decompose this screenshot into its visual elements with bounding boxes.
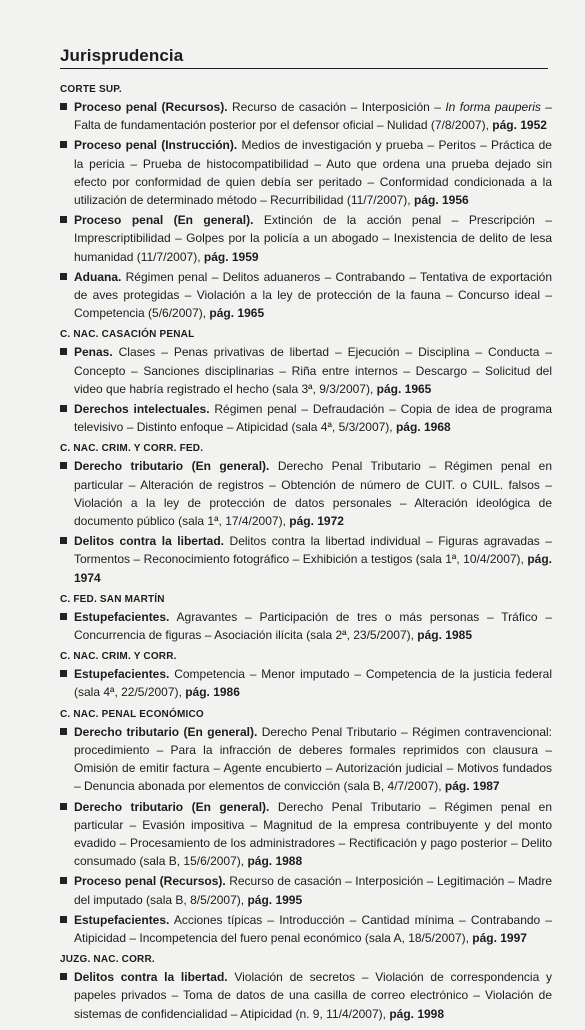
entry-topic: Estupefacientes. [74, 609, 170, 624]
square-bullet-icon [60, 537, 67, 544]
court-section [60, 329, 552, 436]
square-bullet-icon [60, 141, 67, 148]
entry-topic: Delitos contra la libertad. [74, 534, 224, 549]
entry-text: Recurso de casación – Interposición – Legitimación – Madre del imputado (sala B, 8/5/2007), [74, 874, 553, 907]
entry-text: Competencia – Menor imputado – Competencia de la justicia federal (sala 4ª, 22/5/2007), [74, 667, 552, 700]
case-entry [60, 400, 552, 436]
court-heading: C. FED. SAN MARTÍN [60, 593, 165, 605]
entry-topic: Derecho tributario (En general). [74, 799, 270, 814]
square-bullet-icon [60, 103, 67, 110]
entry-page-ref: pág. 1968 [395, 420, 451, 435]
square-bullet-icon [60, 273, 67, 280]
entry-text: – Falta de fundamentación posterior por el defensor oficial – Nulidad (7/8/2007), [74, 100, 552, 133]
case-entry [60, 798, 552, 871]
case-entry [60, 98, 552, 134]
case-entry [60, 457, 552, 530]
case-entry [60, 723, 552, 796]
entry-text: Extinción de la acción penal – Prescripción – Imprescriptibilidad – Golpes por la policía a un abogado – Inexistencia de delito de lesa humanidad (11/7/2007), [74, 213, 552, 264]
entry-page-ref: pág. 1972 [289, 514, 344, 529]
entry-topic: Aduana. [74, 269, 122, 284]
court-section [60, 443, 552, 586]
entry-text: Régimen penal – Delitos aduaneros – Contrabando – Tentativa de exportación de aves protegidas – Violación a la ley de protección de la fauna – Concurso ideal – Competencia (5/6/2007), [74, 269, 552, 321]
entry-text: Delitos contra la libertad individual – Figuras agravadas – Tormentos – Reconocimiento fotográfico – Exhibición a testigos (sala 1ª, 10/4/2007), [74, 534, 552, 567]
entry-page-ref: pág. 1952 [492, 118, 547, 133]
entry-topic: Proceso penal (Instrucción). [74, 138, 238, 153]
entry-topic: Derecho tributario (En general). [74, 724, 258, 739]
square-bullet-icon [60, 613, 67, 620]
entry-topic: Proceso penal (En general). [74, 213, 254, 228]
entry-text: Acciones típicas – Introducción – Cantidad mínima – Contrabando – Atipicidad – Incompetencia del fuero penal económico (sala A, 18/5/2007), [74, 912, 552, 945]
court-heading: CORTE SUP. [60, 84, 122, 95]
case-entry [60, 211, 552, 266]
entry-text: Recurso de casación – Interposición – [227, 100, 446, 114]
entry-text: Derecho Penal Tributario – Régimen contravencional: procedimiento – Para la infracción de deberes formales reprimidos con clausura – Omisión de emitir factura – Agente encubierto – Autorización judicial – Motivos fundados – Denuncia abonada por elementos de convicción (sala B, 4/7/2007), [74, 724, 552, 794]
court-section [60, 651, 552, 701]
entry-page-ref: pág. 1974 [74, 552, 552, 585]
case-entry [60, 968, 552, 1023]
entry-page-ref: pág. 1988 [247, 854, 303, 869]
entry-topic: Derechos intelectuales. [74, 402, 210, 417]
case-entry [60, 136, 552, 209]
entry-text: Medios de investigación y prueba – Peritos – Práctica de la pericia – Prueba de histocompatibilidad – Auto que ordena una prueba dejado sin efecto por conformidad de quien debía ser peritado – Conformidad condicionada a la utilización de determinado método – Recurribilidad (11/7/2007), [74, 138, 552, 208]
entry-topic: Proceso penal (Recursos). [74, 100, 228, 114]
court-section [60, 954, 552, 1023]
case-entry [60, 343, 552, 398]
entry-topic: Derecho tributario (En general). [74, 459, 270, 474]
court-section [60, 709, 552, 947]
entry-topic: Proceso penal (Recursos). [74, 874, 226, 889]
entry-text: Derecho Penal Tributario – Régimen penal en particular – Alteración de registros – Obtención de número de CUIT. o CUIL. falsos – Violación a la ley de protección de datos personales – Alteración ideológica de documento público (sala 1ª, 17/4/2007), [74, 459, 552, 529]
square-bullet-icon [60, 462, 67, 469]
entry-text: Clases – Penas privativas de libertad – Ejecución – Disciplina – Conducta – Concepto – Sanciones disciplinarias – Riña entre internos – Descargo – Solicitud del video que habría registrado el hecho (sala 3ª, 9/3/2007), [74, 345, 552, 396]
entry-page-ref: pág. 1956 [413, 193, 469, 208]
case-entry [60, 665, 552, 701]
square-bullet-icon [60, 973, 67, 980]
entry-page-ref: pág. 1965 [376, 381, 432, 396]
case-entry [60, 268, 552, 323]
entry-page-ref: pág. 1986 [185, 685, 240, 700]
entry-text: Régimen penal – Defraudación – Copia de idea de programa televisivo – Distinto enfoque – Atipicidad (sala 4ª, 5/3/2007), [74, 402, 552, 435]
entry-topic: Estupefacientes. [74, 912, 170, 927]
court-heading: C. NAC. CRIM. Y CORR. FED. [60, 443, 204, 455]
court-heading: C. NAC. CRIM. Y CORR. [60, 651, 177, 663]
entry-page-ref: pág. 1987 [444, 779, 500, 794]
square-bullet-icon [60, 348, 67, 355]
entry-page-ref: pág. 1985 [417, 628, 472, 643]
court-section [60, 84, 552, 322]
case-entry [60, 872, 552, 908]
court-heading: JUZG. NAC. CORR. [60, 954, 155, 966]
entry-text-italic: In forma pauperis [445, 100, 541, 114]
entry-topic: Delitos contra la libertad. [74, 970, 228, 985]
square-bullet-icon [60, 877, 67, 884]
case-entry [60, 608, 552, 644]
square-bullet-icon [60, 803, 67, 810]
entry-page-ref: pág. 1959 [203, 249, 259, 264]
entry-text: Agravantes – Participación de tres o más personas – Tráfico – Concurrencia de figuras – Asociación ilícita (sala 2ª, 23/5/2007), [74, 609, 552, 643]
square-bullet-icon [60, 728, 67, 735]
entry-page-ref: pág. 1995 [247, 892, 303, 907]
square-bullet-icon [60, 670, 67, 677]
entry-page-ref: pág. 1965 [209, 306, 265, 321]
case-entry [60, 911, 552, 947]
entry-text: Violación de secretos – Violación de correspondencia y papeles privados – Toma de datos de una casilla de correo electrónico – Violación de sistemas de confidencialidad – Atipicidad (n. 9, 11/4/2007), [74, 970, 552, 1021]
page-title: Jurisprudencia [60, 46, 184, 65]
page-header [60, 46, 548, 69]
court-heading: C. NAC. CASACIÓN PENAL [60, 329, 195, 341]
entry-text: Derecho Penal Tributario – Régimen penal en particular – Evasión impositiva – Magnitud de la empresa contribuyente y del monto evadido – Procesamiento de los administradores – Rectificación y pago posterior – Delito consumado (sala B, 15/6/2007), [74, 799, 552, 869]
court-heading: C. NAC. PENAL ECONÓMICO [60, 708, 204, 720]
jurisprudence-list [60, 84, 552, 1030]
entry-page-ref: pág. 1998 [389, 1006, 445, 1021]
square-bullet-icon [60, 916, 67, 923]
case-entry [60, 532, 552, 587]
entry-topic: Penas. [74, 345, 113, 360]
square-bullet-icon [60, 216, 67, 223]
square-bullet-icon [60, 405, 67, 412]
court-section [60, 594, 552, 644]
entry-page-ref: pág. 1997 [472, 930, 527, 945]
entry-topic: Estupefacientes. [74, 667, 170, 682]
